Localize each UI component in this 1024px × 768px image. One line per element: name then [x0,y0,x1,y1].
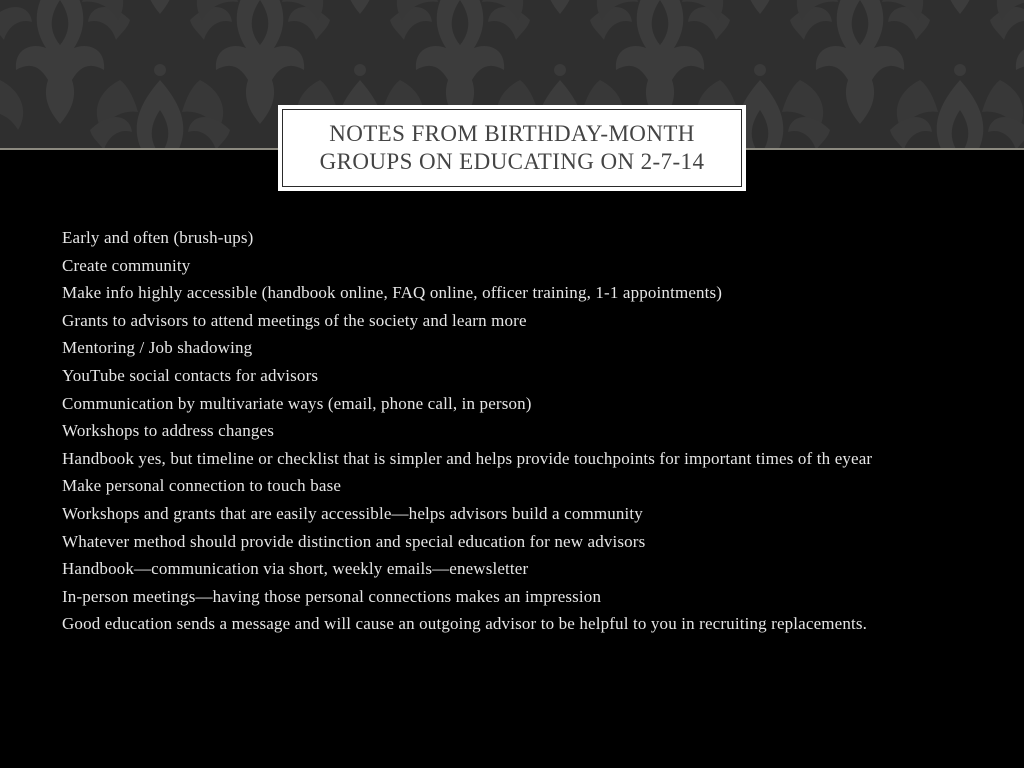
note-item: Workshops to address changes [62,421,274,441]
note-item: Make info highly accessible (handbook online, FAQ online, officer training, 1-1 appointments) [62,283,723,303]
slide-title-line-1: NOTES FROM BIRTHDAY-MONTH [329,121,695,146]
notes-list [62,229,962,643]
note-item: Good education sends a message and will cause an outgoing advisor to be helpful to you in recruiting replacements. [62,614,868,634]
note-item: Mentoring / Job shadowing [62,338,253,358]
note-item: Early and often (brush-ups) [62,228,254,247]
note-item: Handbook yes, but timeline or checklist that is simpler and helps provide touchpoints for important times of th eyear [62,448,873,468]
title-frame [282,109,742,187]
note-item: In-person meetings—having those personal connections makes an impression [62,586,602,606]
note-item: Grants to advisors to attend meetings of the society and learn more [62,310,527,330]
note-item: Workshops and grants that are easily accessible—helps advisors build a community [62,503,643,523]
note-item: Handbook—communication via short, weekly emails—enewsletter [62,559,529,579]
note-item: Create community [62,255,191,275]
title-box [278,105,746,191]
note-item: Communication by multivariate ways (email, phone call, in person) [62,393,532,413]
note-item: YouTube social contacts for advisors [62,365,319,385]
note-item: Whatever method should provide distinction and special education for new advisors [62,531,646,551]
slide-title-line-2: GROUPS ON EDUCATING ON 2-7-14 [319,149,705,174]
note-item: Make personal connection to touch base [62,476,342,496]
